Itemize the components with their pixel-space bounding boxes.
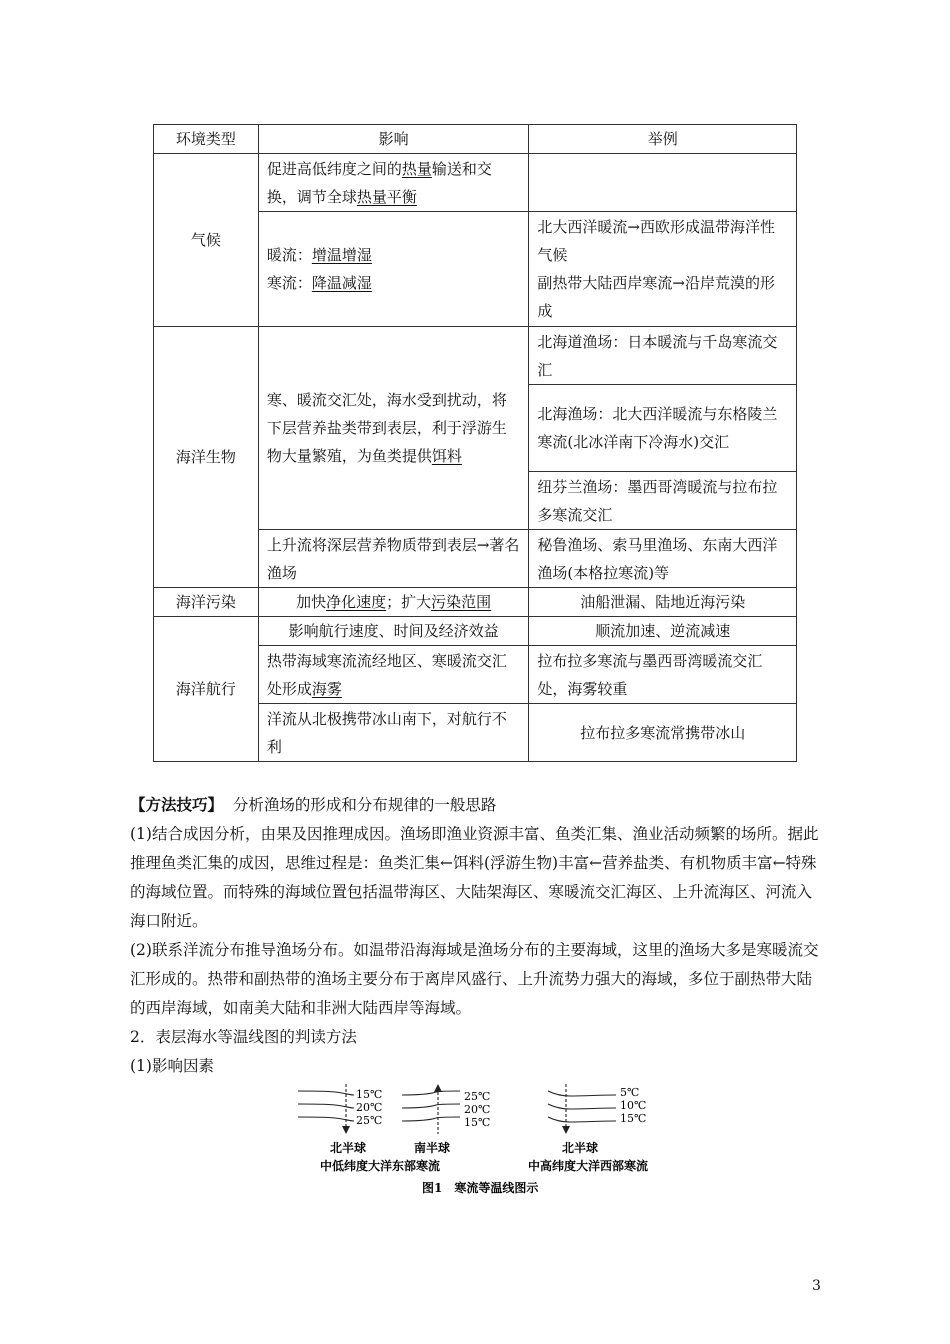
navigation-example-1: 顺流加速、逆流减速 — [529, 617, 797, 646]
header-env-type: 环境类型 — [154, 125, 259, 154]
isotherm-label: 15℃ — [620, 1112, 647, 1125]
method-section — [130, 790, 820, 1081]
figure-title: 图1 寒流等温线图示 — [422, 1181, 539, 1195]
hemisphere-label: 南半球 — [414, 1141, 451, 1155]
navigation-example-2: 拉布拉多寒流与墨西哥湾暖流交汇处，海雾较重 — [529, 646, 797, 704]
arrow-down-icon — [562, 1126, 570, 1134]
bio-example-2: 北海渔场：北大西洋暖流与东格陵兰寒流(北冰洋南下冷海水)交汇 — [529, 385, 797, 472]
isotherm-label: 15℃ — [464, 1116, 491, 1129]
table-row — [154, 588, 797, 617]
type-climate: 气候 — [154, 154, 259, 327]
navigation-effect-2: 热带海域寒流流经地区、寒暖流交汇处形成海雾 — [258, 646, 529, 704]
method-paragraph-2: (2)联系洋流分布推导渔场分布。如温带沿海海域是渔场分布的主要海域，这里的渔场大多是寒暖流交汇形成的。热带和副热带的渔场主要分布于离岸风盛行、上升流势力强大的海域，多位于副热带大陆的西岸海域，如南美大陆和非洲大陆西岸等海域。 — [130, 941, 819, 1017]
diagram-north-low-mid — [298, 1084, 354, 1128]
type-pollution: 海洋污染 — [154, 588, 259, 617]
diagram-caption: 中低纬度大洋东部寒流 — [320, 1159, 441, 1173]
isotherm-label: 15℃ — [356, 1088, 383, 1101]
arrow-down-icon — [342, 1126, 350, 1134]
isotherm-label: 5℃ — [620, 1086, 640, 1099]
bio-example-1: 北海道渔场：日本暖流与千岛寒流交汇 — [529, 327, 797, 385]
navigation-effect-1: 影响航行速度、时间及经济效益 — [258, 617, 529, 646]
isotherm-figure — [290, 1082, 670, 1202]
pollution-effect: 加快净化速度；扩大污染范围 — [258, 588, 529, 617]
bio-example-3: 纽芬兰渔场：墨西哥湾暖流与拉布拉多寒流交汇 — [529, 472, 797, 530]
bio-effect-1: 寒、暖流交汇处，海水受到扰动，将下层营养盐类带到表层，利于浮游生物大量繁殖，为鱼类提供饵料 — [258, 327, 529, 530]
bio-example-4: 秘鲁渔场、索马里渔场、东南大西洋渔场(本格拉寒流)等 — [529, 530, 797, 588]
diagram-caption: 中高纬度大洋西部寒流 — [528, 1159, 649, 1173]
type-navigation: 海洋航行 — [154, 617, 259, 762]
page-number: 3 — [812, 1278, 821, 1294]
pollution-example: 油船泄漏、陆地近海污染 — [529, 588, 797, 617]
navigation-effect-3: 洋流从北极携带冰山南下，对航行不利 — [258, 704, 529, 762]
table-header-row — [154, 125, 797, 154]
climate-example-1 — [529, 154, 797, 212]
isotherm-label: 20℃ — [356, 1101, 383, 1114]
isotherm-label: 25℃ — [356, 1114, 383, 1127]
climate-example-2: 北大西洋暖流→西欧形成温带海洋性气候 副热带大陆西岸寒流→沿岸荒漠的形成 — [529, 212, 797, 327]
ocean-current-effects-table — [153, 124, 797, 762]
subheading-factors: (1)影响因素 — [130, 1057, 214, 1075]
bio-effect-2: 上升流将深层营养物质带到表层→著名渔场 — [258, 530, 529, 588]
hemisphere-label: 北半球 — [330, 1141, 367, 1155]
isotherm-label: 20℃ — [464, 1103, 491, 1116]
arrow-up-icon — [434, 1084, 442, 1092]
navigation-example-3: 拉布拉多寒流常携带冰山 — [529, 704, 797, 762]
diagram-north-mid-high — [548, 1084, 616, 1128]
isotherm-label: 25℃ — [464, 1090, 491, 1103]
type-marine-life: 海洋生物 — [154, 327, 259, 588]
hemisphere-label: 北半球 — [562, 1141, 599, 1155]
climate-effect-2: 暖流：增温增湿 寒流：降温减湿 — [258, 212, 529, 327]
section-heading-2: 2．表层海水等温线图的判读方法 — [130, 1028, 357, 1046]
climate-effect-1: 促进高低纬度之间的热量输送和交换，调节全球热量平衡 — [258, 154, 529, 212]
isotherm-diagram — [290, 1082, 670, 1202]
table-row — [154, 327, 797, 385]
header-effect: 影响 — [258, 125, 529, 154]
table-row — [154, 617, 797, 646]
method-paragraph-1: (1)结合成因分析，由果及因推理成因。渔场即渔业资源丰富、鱼类汇集、渔业活动频繁的场所。据此推理鱼类汇集的成因，思维过程是：鱼类汇集←饵料(浮游生物)丰富←营养盐类、有机物质丰富←特殊的海域位置。而特殊的海域位置包括温带海区、大陆架海区、寒暖流交汇海区、上升流海区、河流入海口附近。 — [130, 825, 819, 930]
isotherm-label: 10℃ — [620, 1099, 647, 1112]
table-row — [154, 154, 797, 212]
diagram-south — [402, 1091, 460, 1134]
header-example: 举例 — [529, 125, 797, 154]
method-heading: 【方法技巧】 分析渔场的形成和分布规律的一般思路 — [130, 795, 497, 814]
